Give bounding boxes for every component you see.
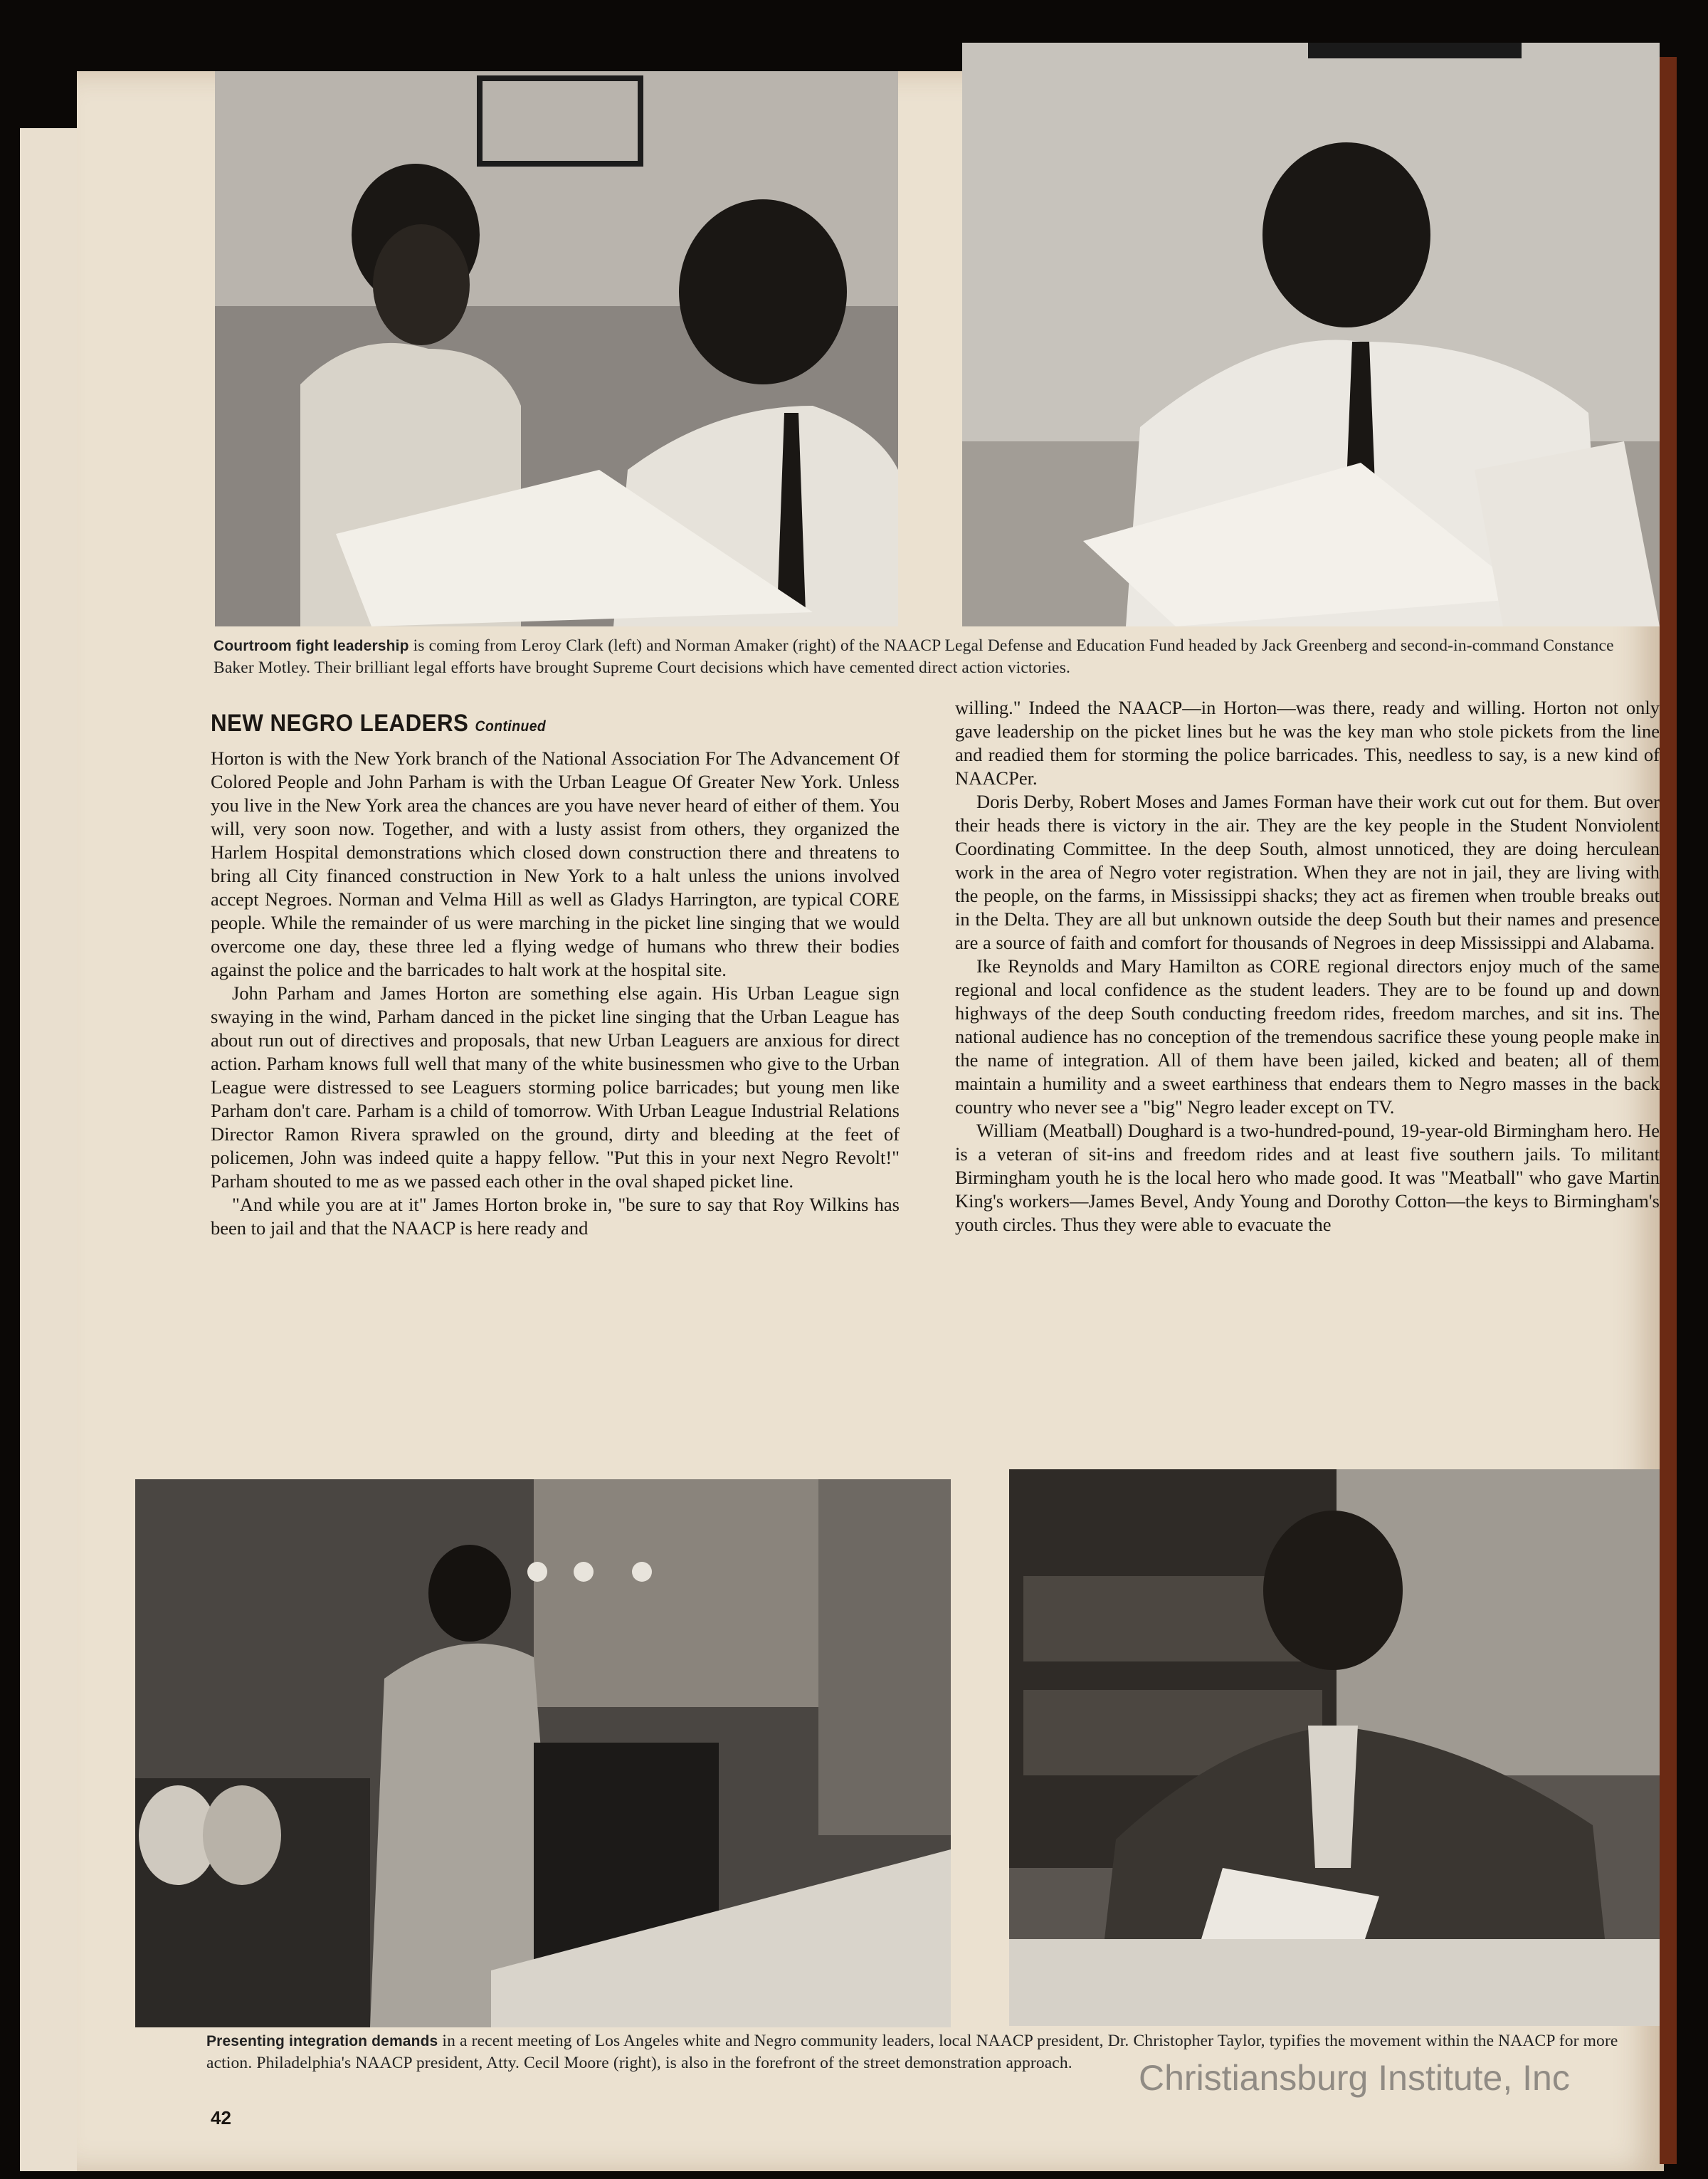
article-heading (211, 708, 845, 742)
photo-bottom-left (135, 1479, 951, 2027)
bottom-caption-lead: Presenting integration demands (206, 2033, 438, 2049)
binding-edge (1660, 57, 1677, 2164)
left-paragraph-1: Horton is with the New York branch of the National Association For The Advancement Of Colored People and John Parham is with the Urban League Of Greater New York. Unless you live in the New York area the chances are you have never heard of either of them. You will, very soon now. Together, and with a lusty assist from others, they organized the Harlem Hospital demonstrations which closed down construction there and threatens to bring all City financed construction in New York to a halt unless the unions involved accept Negroes. Norman and Velma Hill as well as Gladys Harrington, are typical CORE people. While the remainder of us were marching in the picket line singing that we would overcome one day, these three led a flying wedge of humans who threw their bodies against the police and the barricades to halt work at the hospital site. (211, 747, 900, 980)
photo-top-right-image (962, 43, 1660, 626)
article-heading-suffix: Continued (475, 718, 547, 735)
photo-bottom-right (1009, 1469, 1660, 2026)
top-caption-lead: Courtroom fight leadership (214, 638, 409, 654)
right-paragraph-1: willing." Indeed the NAACP—in Horton—was there, ready and willing. Horton not only gave leadership on the picket lines but he was the key man who stole pickets from the line and readied them for storming the police barricades. This, needless to say, is a new kind of NAACPer. (955, 697, 1660, 789)
left-paragraph-3: "And while you are at it" James Horton broke in, "be sure to say that Roy Wilkins has been to jail and that the NAACP is here ready and (211, 1194, 900, 1239)
article-left-column (211, 708, 900, 1240)
watermark: Christiansburg Institute, Inc (1139, 2058, 1570, 2098)
page-number: 42 (211, 2107, 231, 2128)
left-paragraph-2: John Parham and James Horton are something else again. His Urban League sign swaying in the wind, Parham danced in the picket line singing that the Urban League has about run out of directives and proposals, that new Urban Leaguers are anxious for direct action. Parham knows full well that many of the white businessmen who give to the Urban League were distressed to see Leaguers storming police barricades; but young men like Parham don't care. Parham is a child of tomorrow. With Urban League Industrial Relations Director Ramon Rivera sprawled on the ground, dirty and bleeding at the feet of policemen, John was indeed quite a happy fellow. "Put this in your next Negro Revolt!" Parham shouted to me as we passed each other in the oval shaped picket line. (211, 982, 900, 1192)
right-paragraph-4: William (Meatball) Doughard is a two-hundred-pound, 19-year-old Birmingham hero. He is a veteran of sit-ins and freedom rides and at least five southern jails. To militant Birmingham youth he is the local hero who made good. It was "Meatball" who gave Martin King's workers—James Bevel, Andy Young and Dorothy Cotton—the keys to Birmingham's youth circles. Thus they were able to evacuate the (955, 1120, 1660, 1235)
bottom-caption-text: in a recent meeting of Los Angeles white and Negro community leaders, local NAACP president, Dr. Christopher Taylor, typifies the movement within the NAACP for more action. Philadelphia's NAACP president, Atty. Cecil Moore (right), is also in the forefront of the street demonstration approach. (206, 2032, 1618, 2072)
photo-top-right (962, 43, 1660, 626)
right-paragraph-2: Doris Derby, Robert Moses and James Forman have their work cut out for them. But over their heads there is victory in the air. They are the key people in the Student Nonviolent Coordinating Committee. In the deep South, almost unnoticed, they are doing herculean work in the area of Negro voter registration. When they are not in jail, they are living with the people, on the farms, in Mississippi shacks; they act as firemen when trouble breaks out in the Delta. They are all but unknown outside the deep South but their names and presence are a source of faith and comfort for thousands of Negroes in deep Mississippi and Alabama. (955, 791, 1660, 953)
article-right-column (955, 696, 1660, 1236)
top-caption (214, 635, 1658, 678)
photo-top-left-image (215, 71, 898, 626)
right-paragraph-3: Ike Reynolds and Mary Hamilton as CORE regional directors enjoy much of the same regional and local confidence as the student leaders. They are to be found up and down highways of the deep South conducting freedom rides, freedom marches, and sit ins. The national audience has no conception of the tremendous sacrifice these young people make in the name of integration. All of them have been jailed, kicked and beaten; all of them maintain a humility and a sweet earthiness that endears them to Negro masses in the back country who never see a "big" Negro leader except on TV. (955, 955, 1660, 1118)
photo-bottom-right-image (1009, 1469, 1660, 2026)
photo-top-left (215, 71, 898, 626)
top-caption-text: is coming from Leroy Clark (left) and Norman Amaker (right) of the NAACP Legal Defense and Education Fund headed by Jack Greenberg and second-in-command Constance Baker Motley. Their brilliant legal efforts have brought Supreme Court decisions which have cemented direct action victories. (214, 636, 1614, 677)
article-heading-title: NEW NEGRO LEADERS (211, 710, 469, 737)
photo-bottom-left-image (135, 1479, 951, 2027)
page-edge (20, 128, 85, 2171)
